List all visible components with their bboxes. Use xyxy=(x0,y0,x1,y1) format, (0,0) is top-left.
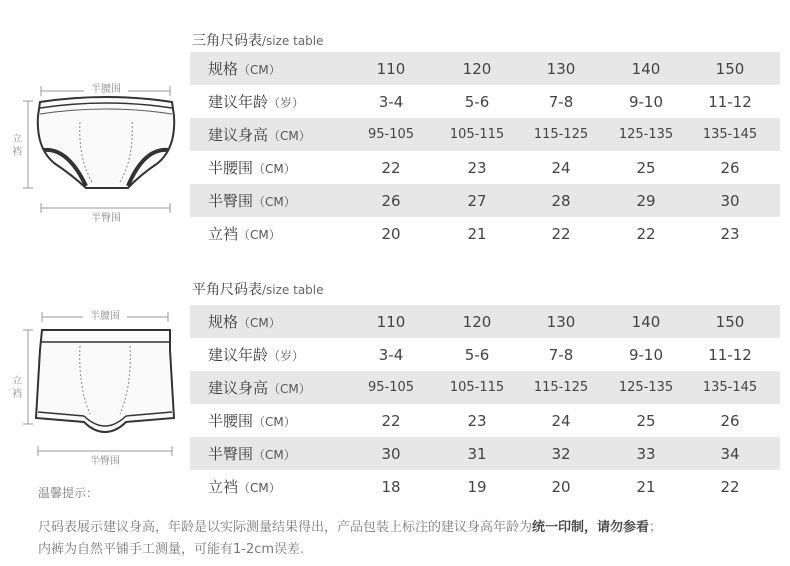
boxer-waist-label: 半腰围 xyxy=(90,311,120,322)
table-row: 建议身高（CM） 95-105 105-115 115-125 125-135 135-145 xyxy=(190,118,780,151)
table-row: 立裆（CM） 20 21 22 22 23 xyxy=(208,224,740,243)
brief-rise-label-2: 裆 xyxy=(12,147,22,158)
table-row: 半臀围（CM） 26 27 28 29 30 xyxy=(190,184,780,217)
boxer-rise-label-1: 立 xyxy=(12,376,22,387)
brief-size-table xyxy=(190,52,780,250)
notes-title: 温馨提示： xyxy=(38,486,99,500)
table-row: 建议年龄（岁） 3-4 5-6 7-8 9-10 11-12 xyxy=(208,345,752,364)
brief-rise-label-1: 立 xyxy=(12,134,22,145)
boxer-size-table xyxy=(190,305,780,503)
boxer-rise-label-2: 裆 xyxy=(12,389,22,400)
table-row: 半臀围（CM） 30 31 32 33 34 xyxy=(190,437,780,470)
table-header-row: 规格（CM） 110 120 130 140 150 xyxy=(190,305,780,338)
table-header-row: 规格（CM） 110 120 130 140 150 xyxy=(190,52,780,85)
notes-line-2: 内裤为自然平铺手工测量，可能有1-2cm误差. xyxy=(38,542,305,557)
boxer-hip-label: 半臀围 xyxy=(90,456,120,466)
boxer-diagram xyxy=(8,306,183,466)
boxer-table-title: 平角尺码表/size table xyxy=(192,282,324,298)
brief-table-title: 三角尺码表/size table xyxy=(192,33,324,49)
brief-diagram xyxy=(8,78,183,228)
table-row: 半腰围（CM） 22 23 24 25 26 xyxy=(208,411,740,430)
brief-hip-label: 半臀围 xyxy=(91,213,121,224)
table-row: 立裆（CM） 18 19 20 21 22 xyxy=(208,477,740,496)
table-row: 建议年龄（岁） 3-4 5-6 7-8 9-10 11-12 xyxy=(208,92,752,111)
notes-line-1: 尺码表展示建议身高，年龄是以实际测量结果得出，产品包装上标注的建议身高年龄为统一印制，请勿参看； xyxy=(38,520,663,535)
table-row: 建议身高（CM） 95-105 105-115 115-125 125-135 135-145 xyxy=(190,371,780,404)
table-row: 半腰围（CM） 22 23 24 25 26 xyxy=(208,158,740,177)
brief-waist-label: 半腰围 xyxy=(91,84,121,95)
